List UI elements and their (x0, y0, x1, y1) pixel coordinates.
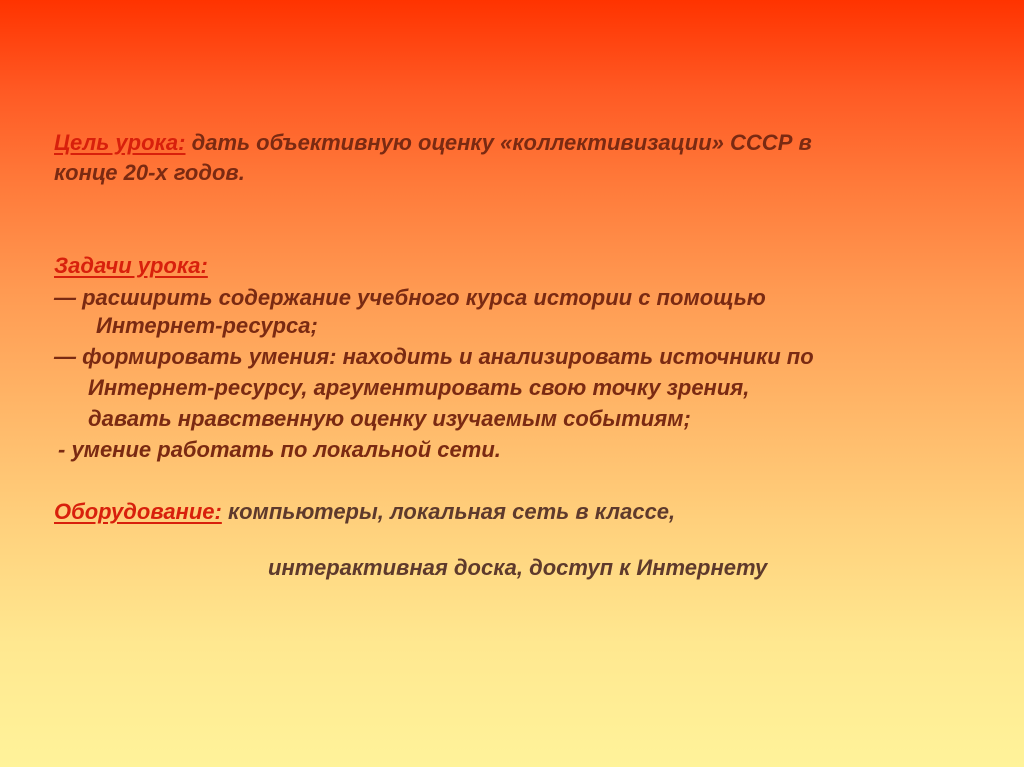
task-item-1-line-1: — расширить содержание учебного курса истории с помощью (54, 285, 766, 310)
task-item-2-line-1: — формировать умения: находить и анализировать источники по (54, 344, 814, 369)
task-item-2-line-3: давать нравственную оценку изучаемым событиям; (88, 406, 691, 431)
equipment-line-2: интерактивная доска, доступ к Интернету (268, 555, 768, 580)
equipment-line-1 (54, 499, 675, 525)
task-item-1-line-2: Интернет-ресурса; (96, 313, 318, 338)
goal-text-1: дать объективную оценку «коллективизации» СССР в (185, 130, 812, 155)
goal-line-1 (54, 130, 812, 156)
goal-line-2: конце 20-х годов. (54, 160, 245, 185)
goal-heading: Цель урока: (54, 130, 186, 155)
equipment-heading: Оборудование: (54, 499, 222, 524)
tasks-heading: Задачи урока: (54, 253, 208, 278)
task-item-2-line-2: Интернет-ресурсу, аргументировать свою точку зрения, (88, 375, 750, 400)
equipment-text-1: компьютеры, локальная сеть в классе, (221, 499, 676, 524)
task-item-3: - умение работать по локальной сети. (58, 437, 501, 462)
